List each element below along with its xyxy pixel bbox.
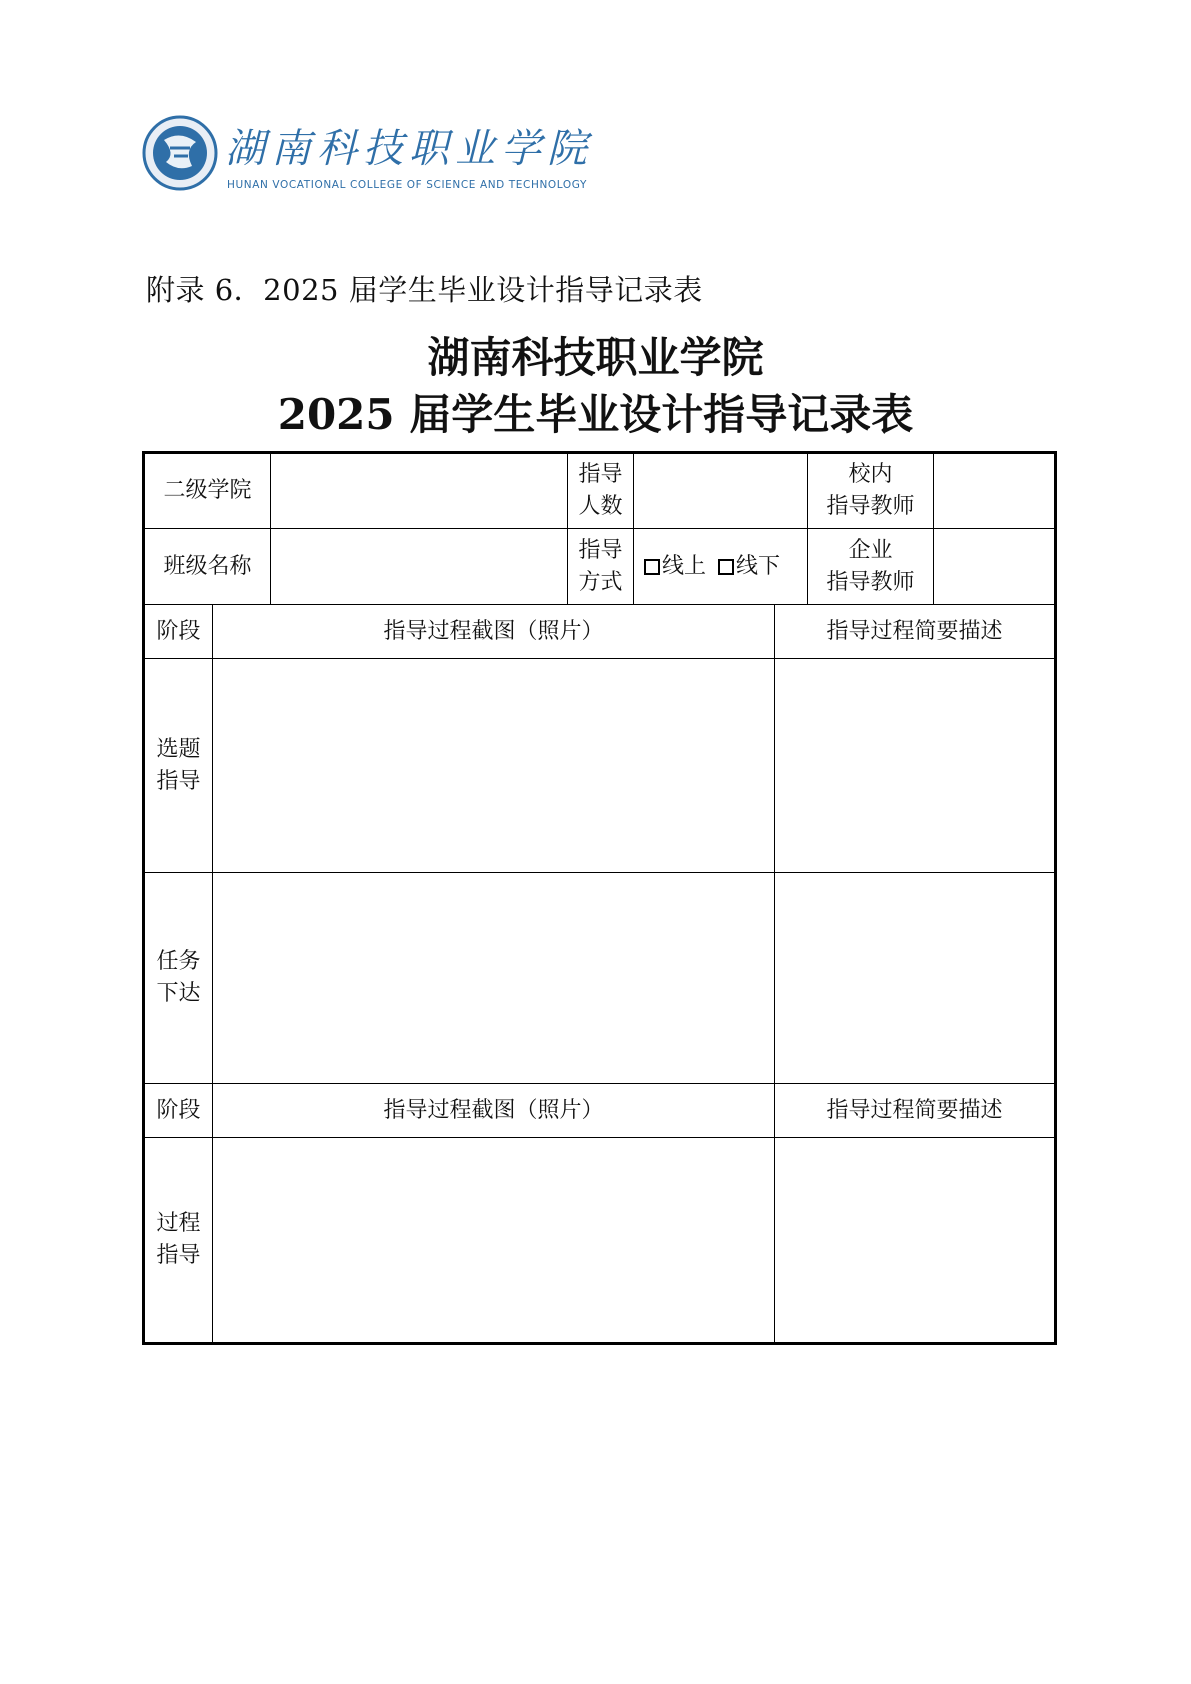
guidance-mode-label-line2: 方式 (578, 569, 623, 595)
stage-2-line2: 下达 (156, 981, 201, 1006)
guided-count-label-line2: 人数 (578, 494, 623, 519)
college-label (145, 454, 271, 529)
online-checkbox[interactable] (644, 559, 660, 575)
stage-header-2 (145, 1084, 213, 1138)
school-teacher-label-line1: 校内 (848, 462, 893, 487)
description-header-2 (775, 1084, 1054, 1138)
guidance-mode-label-line1: 指导 (578, 537, 623, 563)
stage-task-assignment (145, 873, 213, 1084)
guidance-mode-options (634, 529, 808, 605)
company-teacher-label (808, 529, 934, 605)
stage-2-line1: 任务 (156, 949, 201, 974)
stage-3-line2: 指导 (156, 1243, 201, 1268)
offline-checkbox[interactable] (718, 559, 734, 575)
stage-header (145, 605, 213, 659)
college-label-text: 二级学院 (163, 478, 252, 503)
college-logo (140, 110, 610, 200)
stage-2-screenshot-area[interactable] (213, 873, 775, 1084)
offline-option[interactable] (718, 551, 780, 583)
stage-3-line1: 过程 (156, 1211, 201, 1236)
guided-count-label (568, 454, 634, 529)
stage-topic-guidance (145, 659, 213, 873)
stage-3-description-area[interactable] (775, 1138, 1054, 1342)
school-teacher-field[interactable] (934, 454, 1054, 529)
class-field[interactable] (271, 529, 568, 605)
screenshot-header-2-text: 指导过程截图（照片） (383, 1097, 604, 1123)
page-title-form: 2025 届学生毕业设计指导记录表 (277, 390, 914, 439)
school-teacher-label (808, 454, 934, 529)
class-label-text: 班级名称 (163, 553, 252, 579)
screenshot-header (213, 605, 775, 659)
college-seal-icon (140, 110, 610, 200)
stage-process-guidance (145, 1138, 213, 1342)
screenshot-header-text: 指导过程截图（照片） (383, 618, 604, 644)
description-header (775, 605, 1054, 659)
stage-header-text: 阶段 (156, 618, 201, 644)
company-teacher-label-line2: 指导教师 (826, 569, 915, 595)
description-header-2-text: 指导过程简要描述 (826, 1097, 1003, 1123)
school-teacher-label-line2: 指导教师 (826, 494, 915, 519)
screenshot-header-2 (213, 1084, 775, 1138)
stage-header-2-text: 阶段 (156, 1097, 201, 1123)
college-field[interactable] (271, 454, 568, 529)
company-teacher-field[interactable] (934, 529, 1054, 605)
class-label (145, 529, 271, 605)
stage-2-description-area[interactable] (775, 873, 1054, 1084)
logo-name-en: HUNAN VOCATIONAL COLLEGE OF SCIENCE AND TECHNOLOGY (227, 179, 587, 191)
guidance-record-table (142, 451, 1057, 1345)
appendix-label: 附录 6．2025 届学生毕业设计指导记录表 (146, 273, 703, 307)
guided-count-label-line1: 指导 (578, 462, 623, 487)
stage-1-screenshot-area[interactable] (213, 659, 775, 873)
stage-1-line2: 指导 (156, 768, 201, 794)
guidance-mode-label (568, 529, 634, 605)
page-title-college: 湖南科技职业学院 (427, 333, 764, 382)
description-header-text: 指导过程简要描述 (826, 618, 1003, 644)
logo-name-cn: 湖南科技职业学院 (225, 126, 593, 172)
company-teacher-label-line1: 企业 (848, 537, 893, 563)
online-option[interactable] (644, 551, 706, 583)
guided-count-field[interactable] (634, 454, 808, 529)
offline-option-label: 线下 (736, 553, 781, 579)
stage-1-line1: 选题 (156, 736, 201, 762)
stage-1-description-area[interactable] (775, 659, 1054, 873)
stage-3-screenshot-area[interactable] (213, 1138, 775, 1342)
online-option-label: 线上 (662, 553, 707, 579)
